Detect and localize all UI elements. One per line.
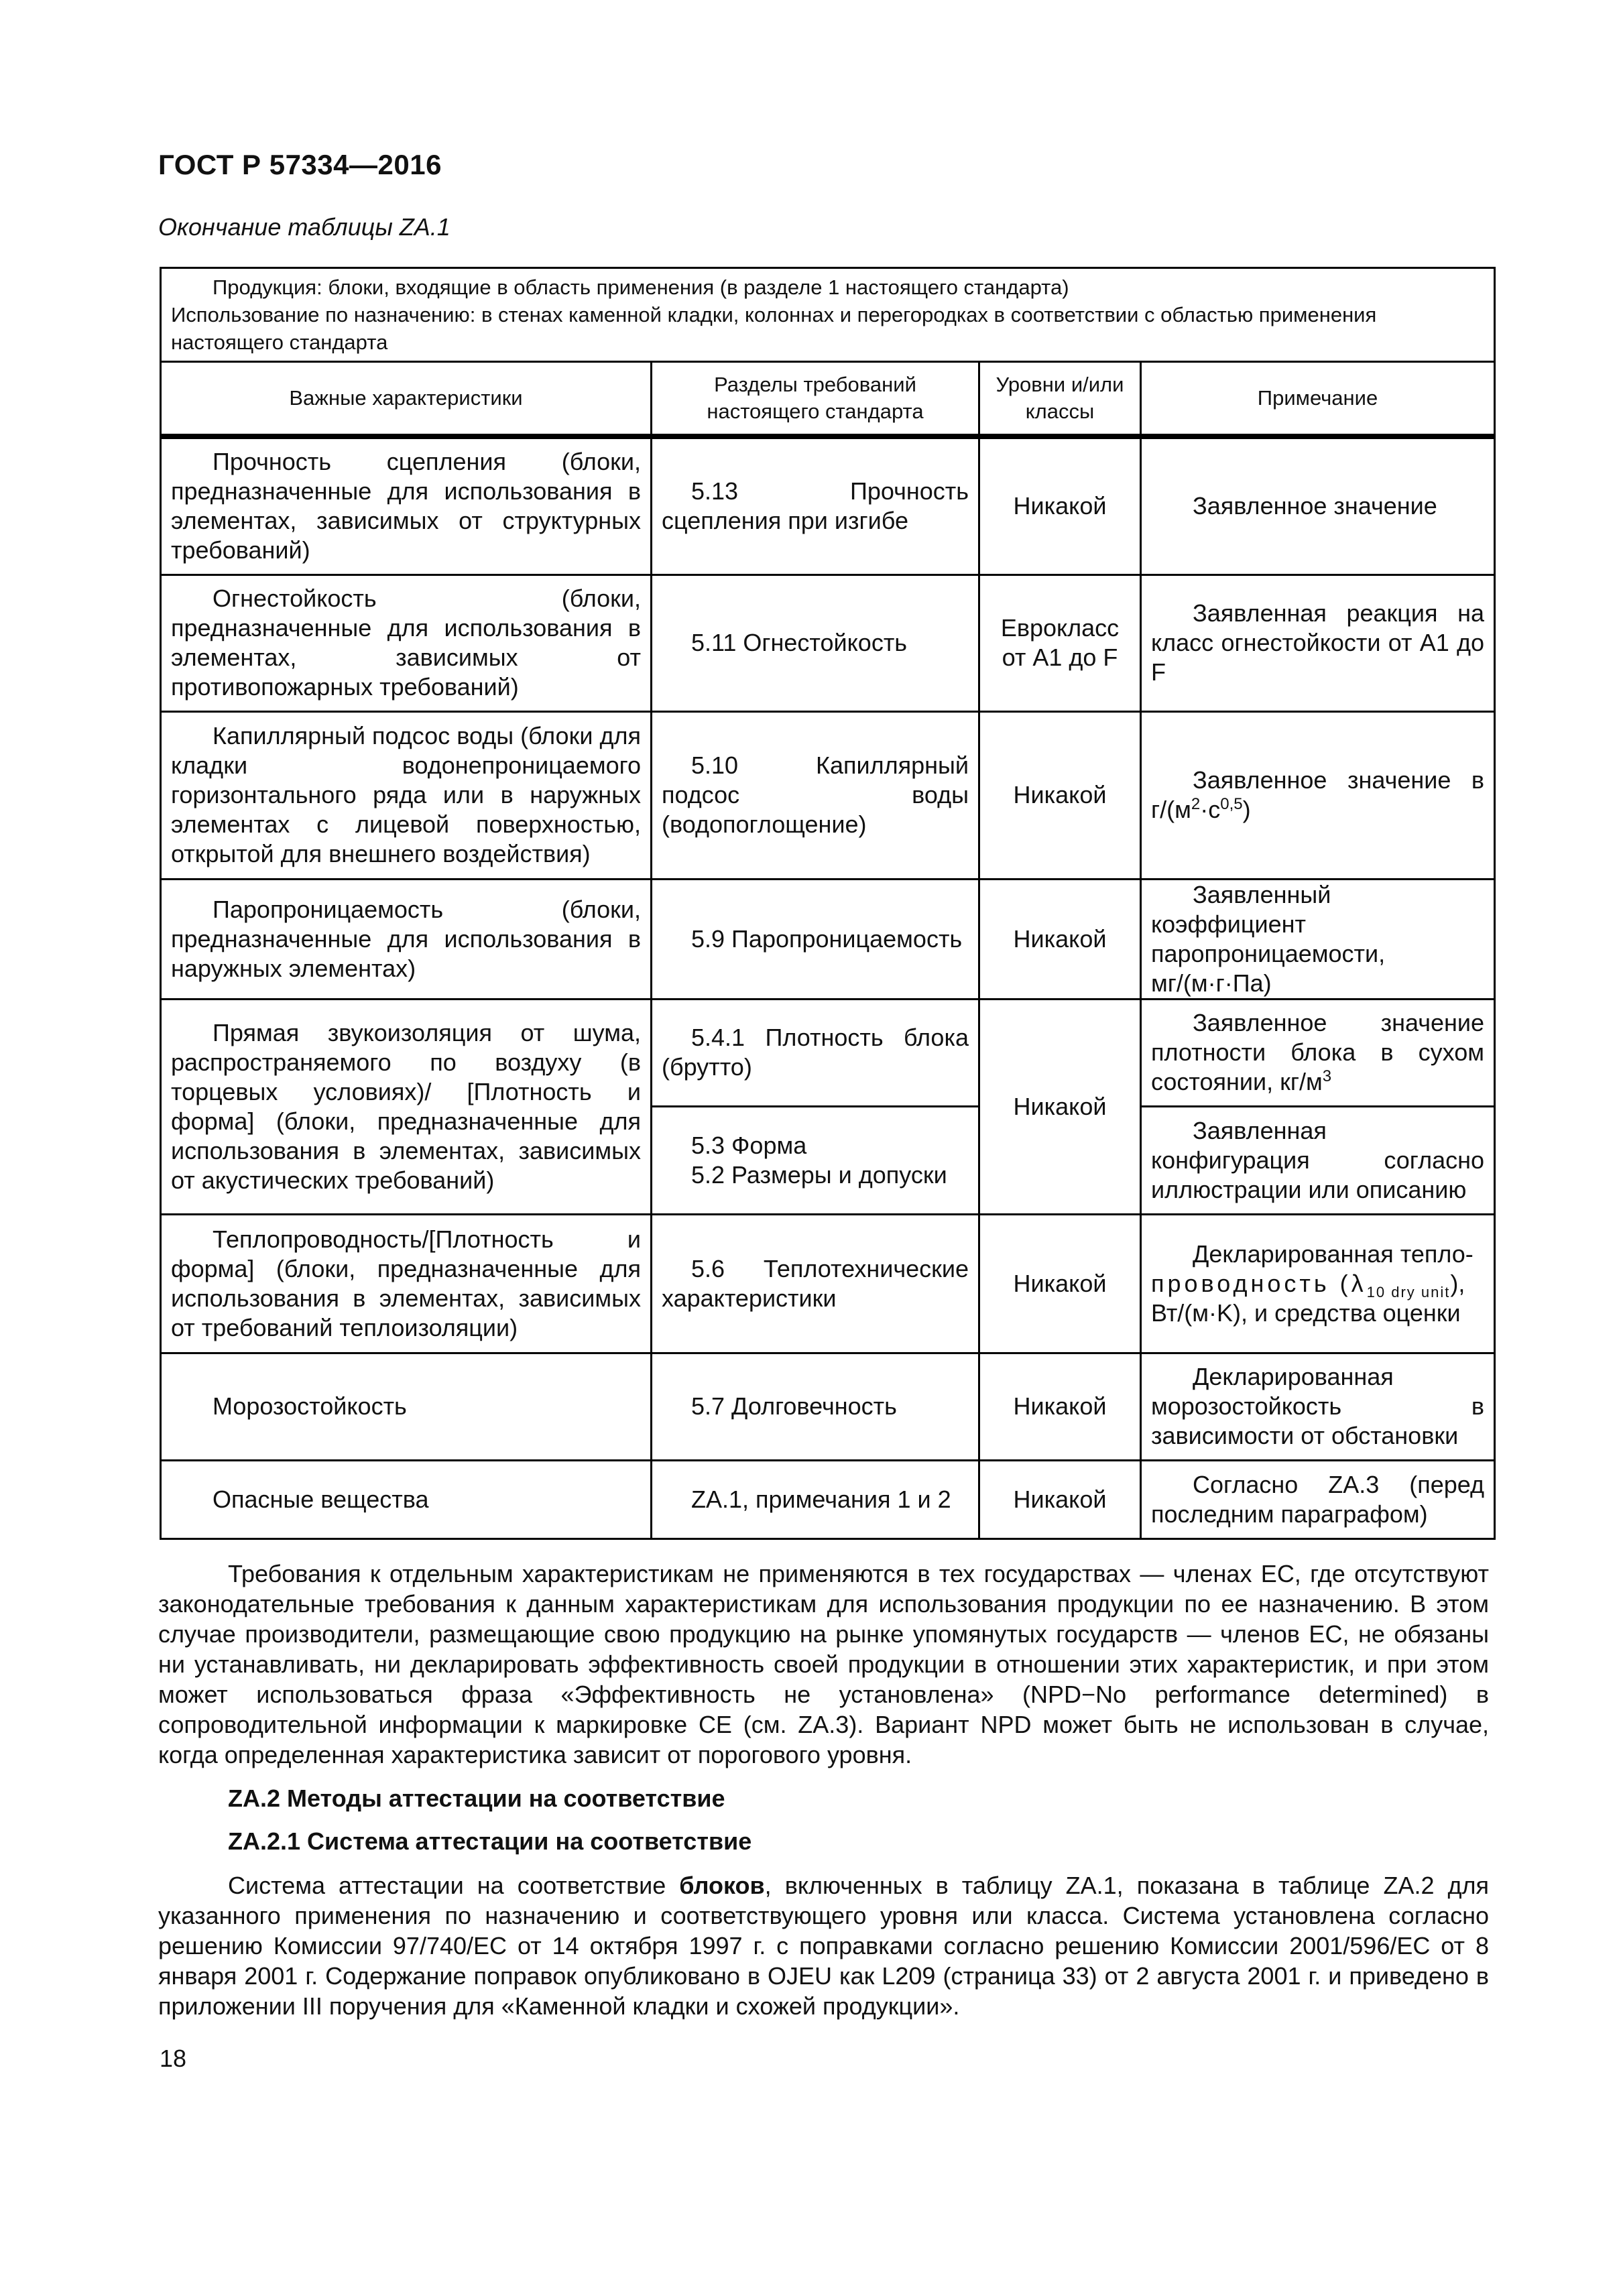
table-row: [161, 1460, 1495, 1538]
requirements-table: [160, 267, 1496, 1540]
table-intro-row: [161, 268, 1495, 362]
cell-level: Никакой: [979, 999, 1141, 1214]
cell-requirement: 5.7 Долговечность: [652, 1353, 979, 1460]
table-row: [161, 711, 1495, 879]
cell-requirement: 5.9 Паропроницаемость: [652, 879, 979, 999]
cell-level: Еврокласс от А1 до F: [979, 575, 1141, 711]
cell-level: Никакой: [979, 436, 1141, 575]
section-heading-za21: ZA.2.1 Система аттестации на соответствие: [228, 1827, 752, 1855]
table-row: [161, 1214, 1495, 1353]
cell-requirement: ZA.1, примечания 1 и 2: [652, 1460, 979, 1538]
cell-note: Заявленная конфигурация согласно иллюстрации или описанию: [1141, 1106, 1495, 1214]
document-title: ГОСТ Р 57334—2016: [158, 149, 442, 180]
section-heading-za2: ZA.2 Методы аттестации на соответствие: [228, 1785, 725, 1812]
cell-level: Никакой: [979, 879, 1141, 999]
page-number: 18: [160, 2045, 187, 2072]
cell-requirement: 5.4.1 Плотность блока (брутто): [652, 999, 979, 1106]
cell-characteristic: Морозостойкость: [161, 1353, 652, 1460]
paragraph-attestation: Система аттестации на соответствие блоков, включенных в таблицу ZA.1, показана в таблице ZA.2 для указанного применения по назначению и соответствующего уровня или класса. Система установлена согласно решению Комиссии 97/740/ЕС от 14 октября 1997 г. с поправками согласно решению Комиссии 2001/596/ЕС от 8 января 2001 г. Содержание поправок опубликовано в OJEU как L209 (страница 33) от 2 августа 2001 г. и приведено в приложении III поручения для «Каменной кладки и схожей продукции».: [158, 1872, 1490, 2020]
header-characteristics: Важные характеристики: [161, 362, 652, 437]
cell-note: Декларированная тепло- проводность $(\lambda_{10 dry unit})$, Вт/(м·K), и средства оценки: [1141, 1214, 1495, 1353]
cell-characteristic: Огнестойкость (блоки, предназначенные для использования в элементах, зависимых от противопожарных требований): [161, 575, 652, 711]
cell-characteristic: Прямая звукоизоляция от шума, распространяемого по воздуху (в торцевых условиях)/ [Плотность и форма] (блоки, предназначенные для использования в элементах, зависимых от акустических требований): [161, 999, 652, 1214]
header-note: Примечание: [1141, 362, 1495, 437]
table-row: [161, 575, 1495, 711]
cell-note: Заявленное значение: [1141, 436, 1495, 575]
table-row: [161, 1353, 1495, 1460]
cell-note: Заявленное значение в $г/(м^2\cdot с^{0,5})$: [1141, 711, 1495, 879]
paragraph-npd: Требования к отдельным характеристикам не применяются в тех государствах — членах ЕС, где отсутствуют законодательные требования к данным характеристикам для использования продукции по ее назначению. В этом случае производители, размещающие свою продукцию на рынке упомянутых государств — членов ЕС, не обязаны ни устанавливать, ни декларировать эффективность своей продукции в отношении этих характеристик, и при этом может использоваться фраза «Эффективность не установлена» (NPD−No performance determined) в сопроводительной информации к маркировке СЕ (см. ZA.3). Вариант NPD может быть не использован в случае, когда определенная характеристика зависит от порогового уровня.: [158, 1560, 1489, 1768]
table-row: [161, 436, 1495, 575]
cell-characteristic: Капиллярный подсос воды (блоки для кладки водонепроницаемого горизонтального ряда или в наружных элементах с лицевой поверхностью, открытой для внешнего воздействия): [161, 711, 652, 879]
cell-requirement: 5.13 Прочность сцепления при изгибе: [652, 436, 979, 575]
table-row: [161, 879, 1495, 999]
cell-note: Заявленная реакция на класс огнестойкости от А1 до F: [1141, 575, 1495, 711]
header-levels: Уровни и/или классы: [979, 362, 1141, 437]
cell-characteristic: Опасные вещества: [161, 1460, 652, 1538]
cell-requirement: 5.6 Теплотехнические характеристики: [652, 1214, 979, 1353]
cell-requirement: 5.11 Огнестойкость: [652, 575, 979, 711]
table-caption: Окончание таблицы ZA.1: [158, 213, 450, 241]
cell-note: Согласно ZA.3 (перед последним параграфом): [1141, 1460, 1495, 1538]
intro-product-line: Продукция: блоки, входящие в область применения (в разделе 1 настоящего стандарта): [213, 276, 1069, 299]
cell-level: Никакой: [979, 711, 1141, 879]
cell-level: Никакой: [979, 1353, 1141, 1460]
cell-note: Заявленный коэффициент паропроницаемости, мг/(м·г·Па): [1141, 879, 1495, 999]
cell-characteristic: Прочность сцепления (блоки, предназначенные для использования в элементах, зависимых от структурных требований): [161, 436, 652, 575]
intro-usage-line-cont: настоящего стандарта: [171, 330, 388, 354]
cell-characteristic: Теплопроводность/[Плотность и форма] (блоки, предназначенные для использования в элементах, зависимых от требований теплоизоляции): [161, 1214, 652, 1353]
cell-requirement: 5.3 Форма 5.2 Размеры и допуски: [652, 1106, 979, 1214]
cell-note: Заявленное значение плотности блока в сухом состоянии, $кг/м^3$: [1141, 999, 1495, 1106]
table-row: [161, 999, 1495, 1106]
cell-level: Никакой: [979, 1214, 1141, 1353]
cell-characteristic: Паропроницаемость (блоки, предназначенные для использования в наружных элементах): [161, 879, 652, 999]
header-requirement-sections: Разделы требований настоящего стандарта: [652, 362, 979, 437]
cell-note: Декларированная морозостойкость в зависимости от обстановки: [1141, 1353, 1495, 1460]
table-header-row: [161, 362, 1495, 437]
intro-usage-line: Использование по назначению: в стенах каменной кладки, колоннах и перегородках в соответствии с областью применения: [171, 303, 1377, 326]
cell-level: Никакой: [979, 1460, 1141, 1538]
table-intro: [161, 268, 1495, 362]
cell-requirement: 5.10 Капиллярный подсос воды (водопоглощение): [652, 711, 979, 879]
